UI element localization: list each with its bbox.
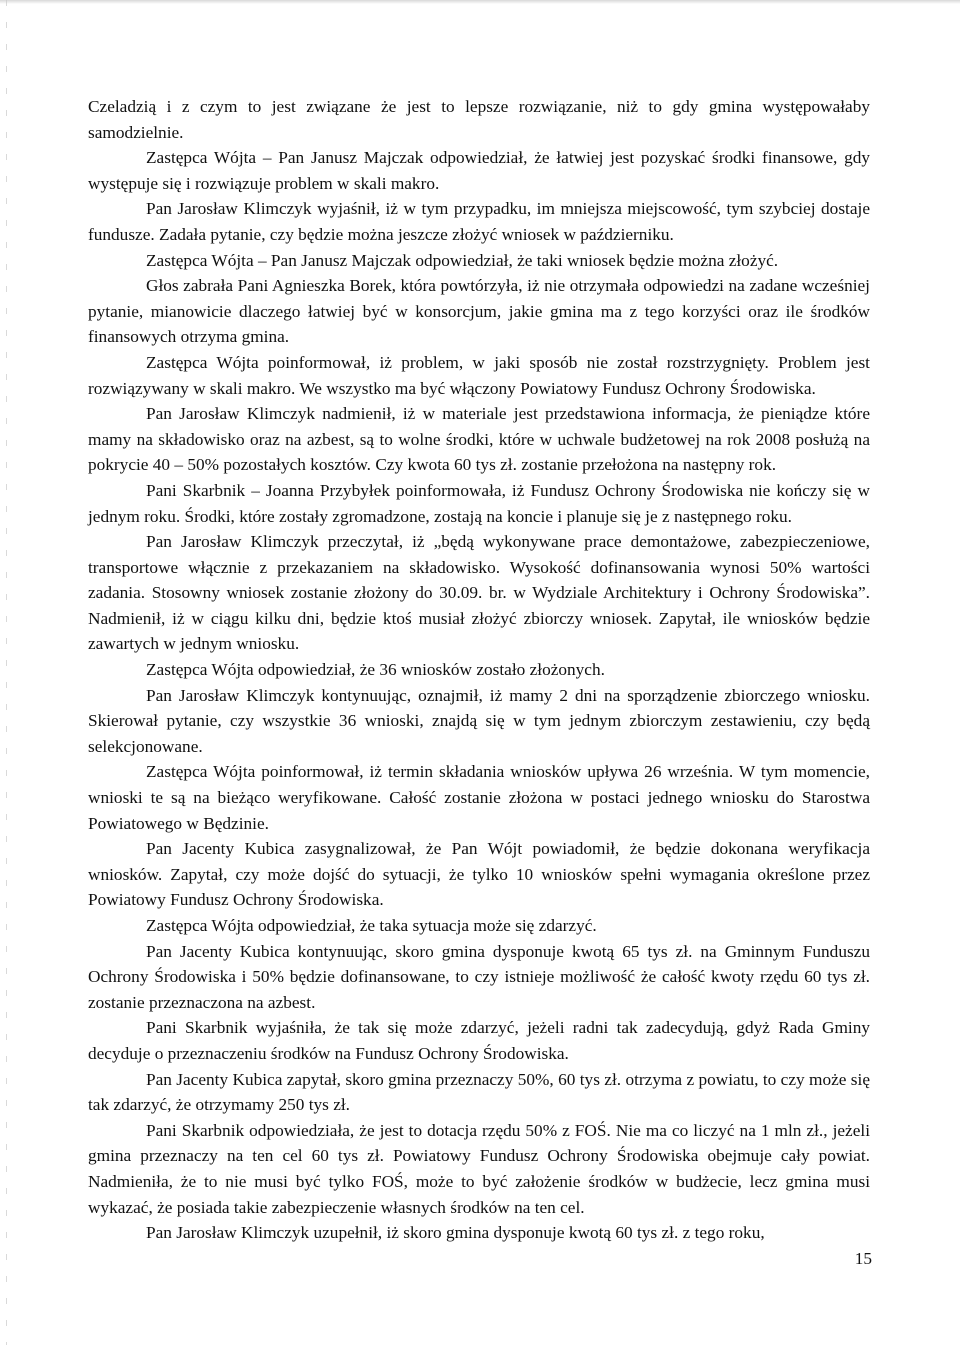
paragraph-klimczyk-budget-note: Pan Jarosław Klimczyk nadmienił, iż w materiale jest przedstawiona informacja, że pieniądze które mamy na składowisko oraz na azbest, są to wolne środki, które w uchwale budżetowej na rok 2008 posłużą na pokrycie 40 – 50% pozostałych kosztów. Czy kwota 60 tys zł. zostanie przełożona na następny rok.	[88, 404, 870, 475]
paragraph-deputy-mayor-count: Zastępca Wójta odpowiedział, że 36 wniosków zostało złożonych.	[146, 660, 605, 680]
paragraph-treasurer-answer: Pani Skarbnik odpowiedziała, że jest to dotacja rzędu 50% z FOŚ. Nie ma co liczyć na 1 mln zł., jeżeli gmina przeznaczy na ten cel 60 tys zł. Powiatowy Fundusz Ochrony Środowiska obejmuje cały powiat. Nadmieniła, że to nie musi być tylko FOŚ, może to być założenie środków w budżecie, lecz gmina musi wykazać, że posiada takie zabezpieczenie własnych środków na ten cel.	[88, 1120, 870, 1217]
paragraph-continuation: Czeladzią i z czym to jest związane że jest to lepsze rozwiązanie, niż to gdy gmina występowałaby samodzielnie.	[88, 97, 870, 142]
paragraph-borek-question: Głos zabrała Pani Agnieszka Borek, która powtórzyła, iż nie otrzymała odpowiedzi na zadane wcześniej pytanie, mianowicie dlaczego łatwiej być w konsorcjum, jakie gmina ma z tego korzyści oraz ile środków finansowych otrzyma gmina.	[88, 276, 870, 347]
paragraph-kubica-question: Pan Jacenty Kubica zasygnalizował, że Pan Wójt powiadomił, że będzie dokonana weryfikacja wniosków. Zapytał, czy może dojść do sytuacji, że tylko 10 wniosków spełni wymagania określone przez Powiatowy Fundusz Ochrony Środowiska.	[88, 839, 870, 910]
paragraph-kubica-funding-question: Pan Jacenty Kubica zapytał, skoro gmina przeznaczy 50%, 60 tys zł. otrzyma z powiatu, to czy może się tak zdarzyć, że otrzymamy 250 tys zł.	[88, 1069, 870, 1115]
paragraph-klimczyk-continuation: Pan Jarosław Klimczyk kontynuując, oznajmił, iż mamy 2 dni na sporządzenie zbiorczego wniosku. Skierował pytanie, czy wszystkie 36 wnioski, znajdą się w tym jednym zbiorczym zestawieniu, czy będą selekcjonowane.	[88, 685, 870, 756]
paragraph-klimczyk-explanation: Pan Jarosław Klimczyk wyjaśnił, iż w tym przypadku, im mniejsza miejscowość, tym szybciej dostaje fundusze. Zadała pytanie, czy będzie można jeszcze złożyć wniosek w październiku.	[88, 199, 870, 244]
paragraph-treasurer-explanation: Pani Skarbnik wyjaśniła, że tak się może zdarzyć, jeżeli radni tak zadecydują, gdyż Rada Gminy decyduje o przeznaczeniu środków na Fundusz Ochrony Środowiska.	[88, 1018, 870, 1063]
paragraph-klimczyk-addition: Pan Jarosław Klimczyk uzupełnił, iż skoro gmina dysponuje kwotą 60 tys zł. z tego roku,	[146, 1223, 765, 1243]
page-number: 15	[854, 1249, 872, 1268]
paragraph-deputy-mayor-deadline: Zastępca Wójta poinformował, iż termin składania wniosków upływa 26 września. W tym momencie, wnioski te są na bieżąco weryfikowane. Całość zostanie złożona w postaci jednego wniosku do Starostwa Powiatowego w Będzinie.	[88, 762, 870, 833]
paragraph-deputy-mayor-reply: Zastępca Wójta – Pan Janusz Majczak odpowiedział, że taki wniosek będzie można złożyć.	[146, 250, 779, 270]
paragraph-deputy-mayor-possibility: Zastępca Wójta odpowiedział, że taka sytuacja może się zdarzyć.	[146, 916, 597, 935]
scan-edge	[0, 0, 960, 4]
scan-margin-artifact	[6, 0, 7, 1345]
paragraph-kubica-continuation: Pan Jacenty Kubica kontynuując, skoro gmina dysponuje kwotą 65 tys zł. na Gminnym Funduszu Ochrony Środowiska i 50% będzie dofinansowane, to czy istnieje możliwość że całość kwoty rzędu 60 tys zł. zostanie przeznaczona na azbest.	[88, 941, 870, 1012]
paragraph-treasurer-information: Pani Skarbnik – Joanna Przybyłek poinformowała, iż Fundusz Ochrony Środowiska nie kończy się w jednym roku. Środki, które zostały zgromadzone, zostają na koncie i planuje się je z następnego roku.	[88, 480, 870, 526]
paragraph-klimczyk-reading: Pan Jarosław Klimczyk przeczytał, iż „będą wykonywane prace demontażowe, zabezpieczeniowe, transportowe włącznie z przekazaniem na składowisko. Wysokość dofinansowania wynosi 50% wartości zadania. Stosowny wniosek zostanie złożony do 30.09. br. w Wydziale Architektury i Ochrony Środowiska”. Nadmienił, iż w ciągu kilku dni, będzie ktoś musiał złożyć zbiorczy wniosek. Zapytał, ile wniosków będzie zawartych w jednym wniosku.	[88, 532, 870, 654]
paragraph-deputy-mayor-information: Zastępca Wójta poinformował, iż problem, w jaki sposób nie został rozstrzygnięty. Problem jest rozwiązywany w skali makro. We wszystko ma być włączony Powiatowy Fundusz Ochrony Środowiska.	[88, 352, 870, 398]
document-page-body	[88, 94, 870, 1246]
paragraph-deputy-mayor-answer: Zastępca Wójta – Pan Janusz Majczak odpowiedział, że łatwiej jest pozyskać środki finansowe, gdy występuje się i rozwiązuje problem w skali makro.	[88, 148, 870, 193]
